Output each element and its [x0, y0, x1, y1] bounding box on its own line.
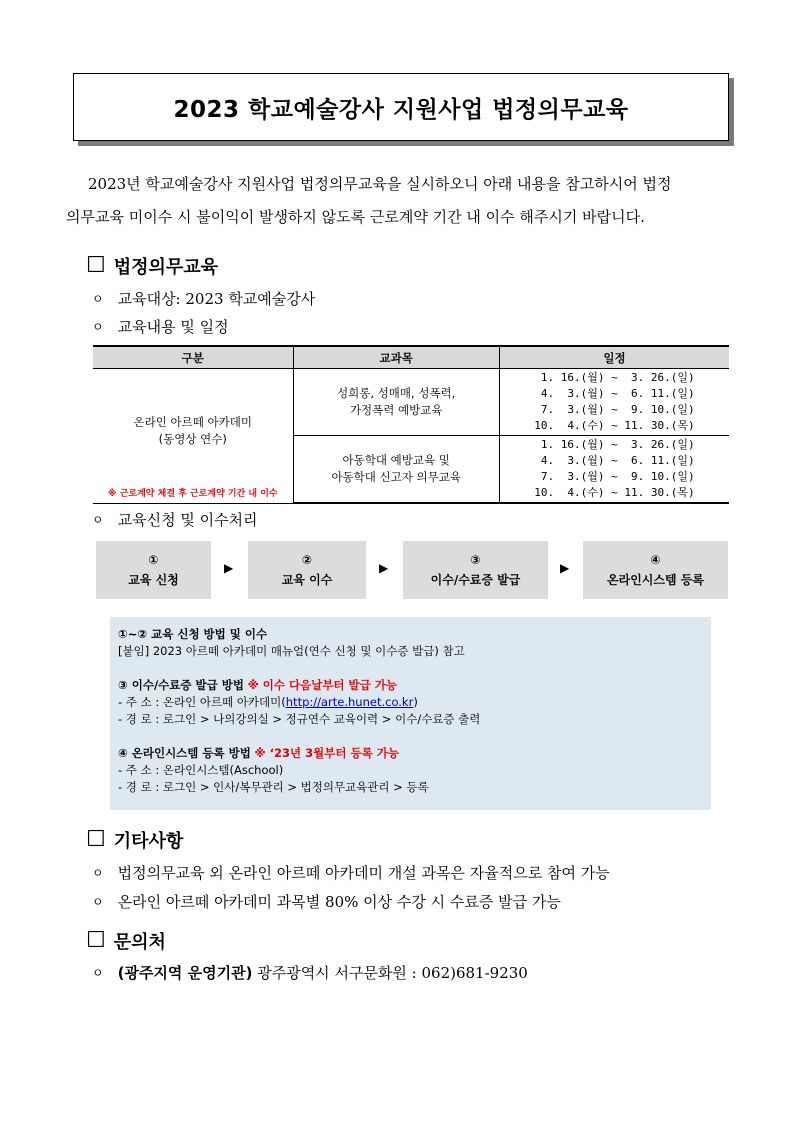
address-suffix: ): [413, 695, 418, 709]
bullet-text: 법정의무교육 외 온라인 아르떼 아카데미 개설 과목은 자율적으로 참여 가능: [117, 864, 610, 882]
subject-line-2: 아동학대 신고자 의무교육: [331, 470, 461, 484]
schedule-line: 1. 16.(월) ~ 3. 26.(일): [534, 371, 695, 384]
bullet-text: 온라인 아르떼 아카데미 과목별 80% 이상 수강 시 수료증 발급 가능: [117, 893, 561, 911]
info-line: [붙임] 2023 아르떼 아카데미 매뉴얼(연수 신청 및 이수증 발급) 참고: [118, 644, 465, 658]
bullet-text: 교육신청 및 이수처리: [117, 511, 258, 529]
bullet-target: [92, 288, 315, 309]
info-address: - 주 소 : 온라인시스템(Aschool): [118, 763, 284, 777]
flow-step-certificate: [403, 541, 548, 599]
subject-line-1: 아동학대 예방교육 및: [342, 453, 450, 467]
checkbox-square-icon: ☐: [86, 827, 106, 852]
info-title: ①~② 교육 신청 방법 및 이수: [118, 627, 268, 641]
intro-paragraph: [66, 168, 732, 234]
info-note: ※ ‘23년 3월부터 등록 가능: [254, 746, 399, 760]
section-heading-contact: [86, 928, 166, 954]
subject-cell: [293, 369, 499, 436]
schedule-line: 7. 3.(월) ~ 9. 10.(일): [534, 470, 695, 483]
contact-info: 광주광역시 서구문화원 : 062)681-9230: [252, 964, 528, 982]
step-number: ②: [301, 553, 313, 567]
bullet-content: [92, 316, 229, 337]
address-prefix: - 주 소 : 온라인 아르떼 아카데미(: [118, 695, 286, 709]
step-label: 이수/수료증 발급: [430, 573, 521, 587]
schedule-line: 10. 4.(수) ~ 11. 30.(목): [534, 486, 695, 499]
info-title: ③ 이수/수료증 발급 방법: [118, 678, 244, 692]
info-path: - 경 로 : 로그인 > 나의강의실 > 정규연수 교육이력 > 이수/수료증 출력: [118, 712, 481, 726]
schedule-cell: [499, 436, 729, 504]
checkbox-square-icon: ☐: [86, 253, 106, 278]
bullet-circle-icon: ㅇ: [92, 292, 104, 306]
step-label: 교육 신청: [128, 573, 179, 587]
page-title: 2023 학교예술강사 지원사업 법정의무교육: [173, 96, 629, 123]
subject-line-1: 성희롱, 성매매, 성폭력,: [337, 386, 456, 400]
info-block-certificate: [118, 677, 480, 728]
bullet-contact: [92, 962, 528, 983]
bullet-apply: [92, 509, 258, 530]
table-header-row: [93, 346, 729, 369]
bullet-text: 교육대상: 2023 학교예술강사: [117, 290, 316, 308]
table-row: [93, 369, 729, 436]
process-flow: [0, 541, 794, 599]
subject-line-2: 가정폭력 예방교육: [349, 403, 443, 417]
schedule-cell: [499, 369, 729, 436]
step-number: ①: [148, 553, 159, 567]
section-heading-text: 기타사항: [113, 831, 184, 852]
schedule-table: [93, 345, 729, 504]
arte-academy-link[interactable]: http://arte.hunet.co.kr: [285, 695, 414, 709]
bullet-circle-icon: ㅇ: [92, 966, 104, 980]
category-note: ※ 근로계약 체결 후 근로계약 기간 내 이수: [107, 488, 278, 499]
contact-org: (광주지역 운영기관): [117, 964, 253, 982]
schedule-line: 7. 3.(월) ~ 9. 10.(일): [534, 403, 695, 416]
header-subject: 교과목: [293, 346, 499, 369]
step-number: ④: [650, 553, 661, 567]
category-line-1: 온라인 아르떼 아카데미: [133, 414, 252, 429]
info-box: [110, 617, 711, 810]
intro-line-1: 2023년 학교예술강사 지원사업 법정의무교육을 실시하오니 아래 내용을 참고하시어 법정: [88, 175, 672, 193]
bullet-circle-icon: ㅇ: [92, 513, 104, 527]
title-box: [73, 73, 729, 141]
info-title: ④ 온라인시스템 등록 방법: [118, 746, 251, 760]
step-label: 온라인시스템 등록: [607, 573, 704, 587]
bullet-circle-icon: ㅇ: [92, 320, 104, 334]
flow-step-apply: [96, 541, 211, 599]
arrow-right-icon: ▶: [379, 561, 389, 575]
flow-step-complete: [248, 541, 366, 599]
category-cell: [93, 369, 293, 504]
schedule-line: 4. 3.(월) ~ 6. 11.(일): [534, 387, 695, 400]
bullet-etc-2: [92, 891, 561, 912]
section-heading-text: 문의처: [113, 932, 166, 953]
category-line-2: (동영상 연수): [158, 431, 227, 446]
bullet-etc-1: [92, 862, 610, 883]
intro-line-2: 의무교육 미이수 시 불이익이 발생하지 않도록 근로계약 기간 내 이수 해주시기 바랍니다.: [66, 208, 645, 226]
header-schedule: 일정: [499, 346, 729, 369]
bullet-circle-icon: ㅇ: [92, 895, 104, 909]
step-label: 교육 이수: [281, 573, 333, 587]
checkbox-square-icon: ☐: [86, 928, 106, 953]
info-note: ※ 이수 다음날부터 발급 가능: [247, 678, 397, 692]
step-number: ③: [470, 553, 481, 567]
arrow-right-icon: ▶: [224, 561, 234, 575]
info-block-register: [118, 745, 480, 796]
section-heading-text: 법정의무교육: [113, 257, 219, 278]
flow-step-register: [583, 541, 728, 599]
arrow-right-icon: ▶: [560, 561, 570, 575]
bullet-circle-icon: ㅇ: [92, 866, 104, 880]
info-address: [118, 694, 480, 711]
info-block-apply: [118, 626, 480, 660]
section-heading-mandatory: [86, 253, 218, 279]
header-category: 구분: [93, 346, 293, 369]
schedule-line: 4. 3.(월) ~ 6. 11.(일): [534, 454, 695, 467]
schedule-line: 10. 4.(수) ~ 11. 30.(목): [534, 419, 695, 432]
subject-cell: [293, 436, 499, 504]
bullet-text: 교육내용 및 일정: [117, 318, 229, 336]
info-path: - 경 로 : 로그인 > 인사/복무관리 > 법정의무교육관리 > 등록: [118, 780, 429, 794]
section-heading-etc: [86, 827, 183, 853]
schedule-line: 1. 16.(월) ~ 3. 26.(일): [534, 438, 695, 451]
